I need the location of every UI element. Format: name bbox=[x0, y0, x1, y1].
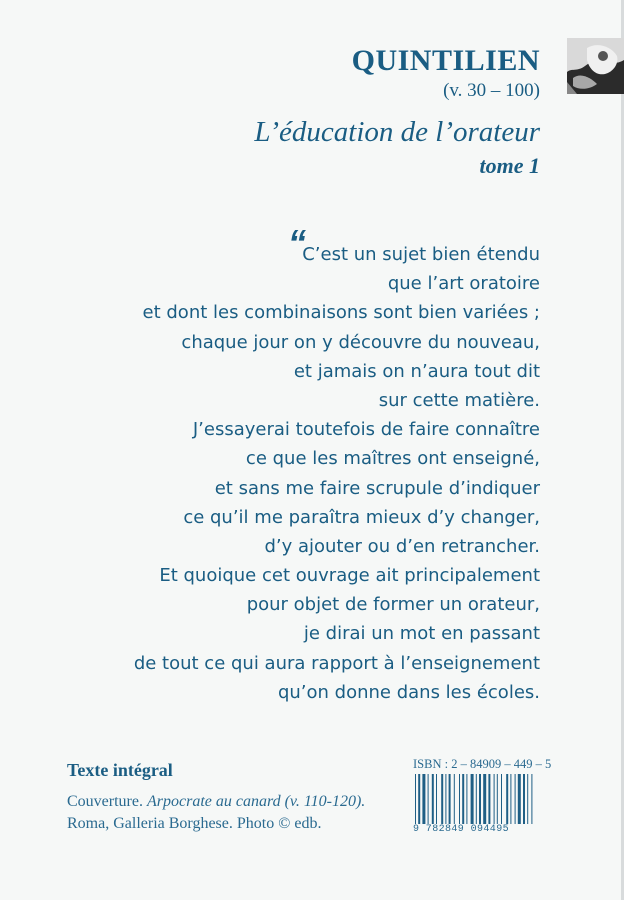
quote-line: pour objet de former un orateur, bbox=[246, 594, 540, 616]
quote-line: sur cette matière. bbox=[378, 389, 540, 411]
barcode-digits: 9 782849 094495 bbox=[413, 824, 510, 835]
quote-line: ce que les maîtres ont enseigné, bbox=[245, 448, 540, 470]
barcode-graphic bbox=[413, 774, 543, 824]
quote-line: que l’art oratoire bbox=[387, 273, 540, 295]
quote-line: qu’on donne dans les écoles. bbox=[277, 681, 540, 703]
quote-line: J’essayerai toutefois de faire connaître bbox=[192, 419, 540, 441]
quote-line: et jamais on n’aura tout dit bbox=[293, 360, 540, 382]
cover-thumbnail-image bbox=[567, 38, 624, 94]
quote-line: ce qu’il me paraîtra mieux d’y changer, bbox=[183, 506, 540, 528]
cover-credit-label: Couverture. bbox=[67, 793, 143, 810]
quote-line: Et quoique cet ouvrage ait principalement bbox=[159, 565, 540, 587]
quote-line: et dont les combinaisons sont bien variées ; bbox=[142, 302, 540, 324]
isbn-number: ISBN : 2 – 84909 – 449 – 5 bbox=[413, 757, 552, 771]
cover-credit-location: Roma, Galleria Borghese. Photo © edb. bbox=[67, 815, 322, 832]
cover-credit-line-1 bbox=[67, 791, 365, 813]
book-title: L’éducation de l’orateur bbox=[254, 116, 540, 148]
open-quote-mark: “ bbox=[288, 222, 306, 263]
quote-line: de tout ce qui aura rapport à l’enseignement bbox=[133, 652, 540, 674]
quote-line: je dirai un mot en passant bbox=[303, 623, 540, 645]
quote-line: chaque jour on y découvre du nouveau, bbox=[181, 331, 540, 353]
quote-line: d’y ajouter ou d’en retrancher. bbox=[264, 535, 540, 557]
cover-credit-work: Arpocrate au canard (v. 110-120). bbox=[146, 793, 366, 810]
quote-line: et sans me faire scrupule d’indiquer bbox=[214, 477, 540, 499]
volume-label: tome 1 bbox=[479, 153, 540, 178]
edition-label: Texte intégral bbox=[67, 760, 173, 780]
quote-line: C’est un sujet bien étendu bbox=[302, 244, 540, 265]
author-dates: (v. 30 – 100) bbox=[443, 80, 540, 101]
cover-credits bbox=[67, 791, 365, 835]
author-name: QUINTILIEN bbox=[351, 44, 540, 77]
quote-excerpt bbox=[100, 240, 540, 707]
